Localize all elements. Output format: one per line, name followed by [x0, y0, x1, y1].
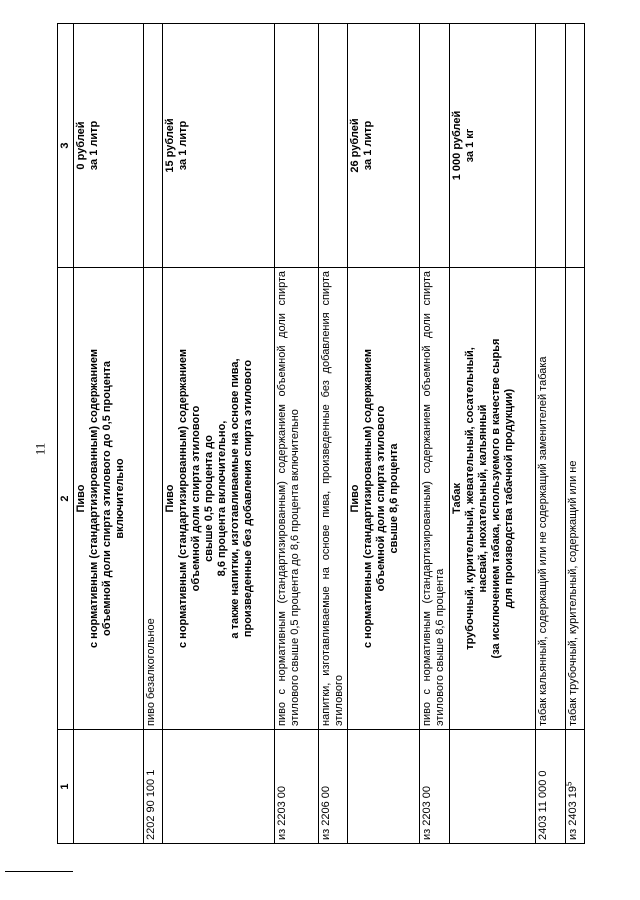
rotated-page — [57, 24, 613, 844]
code-cell — [319, 730, 348, 844]
code-cell — [74, 730, 144, 844]
description-cell — [420, 268, 450, 730]
table-row — [319, 24, 348, 844]
code-cell — [566, 730, 585, 844]
description-cell — [348, 268, 420, 730]
tariff-code: из 2203 00 — [421, 785, 433, 840]
rate-cell — [275, 24, 319, 268]
description-cell — [275, 268, 319, 730]
rate-cell — [348, 24, 420, 268]
excise-rates-table — [57, 23, 585, 844]
description-cell — [450, 268, 536, 730]
tax-rate: 1 000 рублей за 1 кг — [451, 110, 476, 181]
code-cell — [163, 730, 275, 844]
table-row — [450, 24, 536, 844]
rate-cell — [420, 24, 450, 268]
rate-cell — [319, 24, 348, 268]
page-number: 11 — [32, 442, 48, 456]
table-row — [275, 24, 319, 844]
tariff-code: из 2203 00 — [276, 785, 288, 840]
category-heading: Табак трубочный, курительный, жевательный, сосательный, насвай, нюхательный, кальянный (за исключением табака, используемого в качестве сырья для производства табачной продукции) — [451, 338, 515, 659]
tariff-code: 2403 11 000 0 — [537, 770, 549, 840]
item-description: пиво с нормативным (стандартизированным) содержанием объемной доли спирта этилового свыше 0,5 процента до 8,6 процента включительно — [276, 271, 301, 726]
header-row — [58, 24, 74, 844]
code-cell — [450, 730, 536, 844]
table-row — [566, 24, 585, 844]
code-cell — [420, 730, 450, 844]
rate-cell — [536, 24, 566, 268]
description-cell — [144, 268, 163, 730]
description-cell — [74, 268, 144, 730]
category-heading: Пиво с нормативным (стандартизированным) содержанием объемной доли спирта этилового до 0,5 процента включительно — [75, 349, 126, 648]
item-description: напитки, изготавливаемые на основе пива, произведенные без добавления спирта этилового — [320, 271, 345, 726]
category-heading: Пиво с нормативным (стандартизированным) содержанием объемной доли спирта этилового свыше 0,5 процента до 8,6 процента включительно, а также напитки, изготавливаемые на основе пива, произведенные без добавления спирта этилового — [164, 349, 254, 648]
item-description: пиво безалкогольное — [145, 618, 157, 726]
tariff-code: из 2403 19 — [567, 785, 579, 840]
table-row — [420, 24, 450, 844]
tax-rate: 0 рублей за 1 литр — [75, 120, 100, 171]
rate-cell — [450, 24, 536, 268]
code-cell — [536, 730, 566, 844]
item-description: табак кальянный, содержащий или не содержащий заменителей табака — [537, 356, 549, 726]
category-heading: Пиво с нормативным (стандартизированным) содержанием объемной доли спирта этилового свыше 8,6 процента — [349, 349, 400, 648]
description-cell — [319, 268, 348, 730]
table-row — [536, 24, 566, 844]
rate-cell — [566, 24, 585, 268]
footnote-mark: 5 — [564, 781, 574, 786]
item-description: табак трубочный, курительный, содержащий или не — [567, 460, 579, 726]
rate-cell — [163, 24, 275, 268]
tariff-code: 2202 90 100 1 — [145, 769, 157, 840]
tax-rate: 15 рублей за 1 литр — [164, 118, 189, 173]
description-cell — [536, 268, 566, 730]
table-body — [74, 24, 585, 844]
item-description: пиво с нормативным (стандартизированным) содержанием объемной доли спирта этилового свыше 8,6 процента — [421, 271, 446, 726]
rate-cell — [144, 24, 163, 268]
table-row — [163, 24, 275, 844]
table-row — [74, 24, 144, 844]
tax-rate: 26 рублей за 1 литр — [349, 118, 374, 173]
description-cell — [566, 268, 585, 730]
col-1-header: 1 — [58, 730, 74, 844]
code-cell — [275, 730, 319, 844]
code-cell — [348, 730, 420, 844]
footnote-rule — [5, 871, 73, 872]
table-row — [144, 24, 163, 844]
tariff-code: из 2206 00 — [320, 785, 332, 840]
table-row — [348, 24, 420, 844]
description-cell — [163, 268, 275, 730]
code-cell — [144, 730, 163, 844]
rate-cell — [74, 24, 144, 268]
col-3-header: 3 — [58, 24, 74, 268]
col-2-header: 2 — [58, 268, 74, 730]
